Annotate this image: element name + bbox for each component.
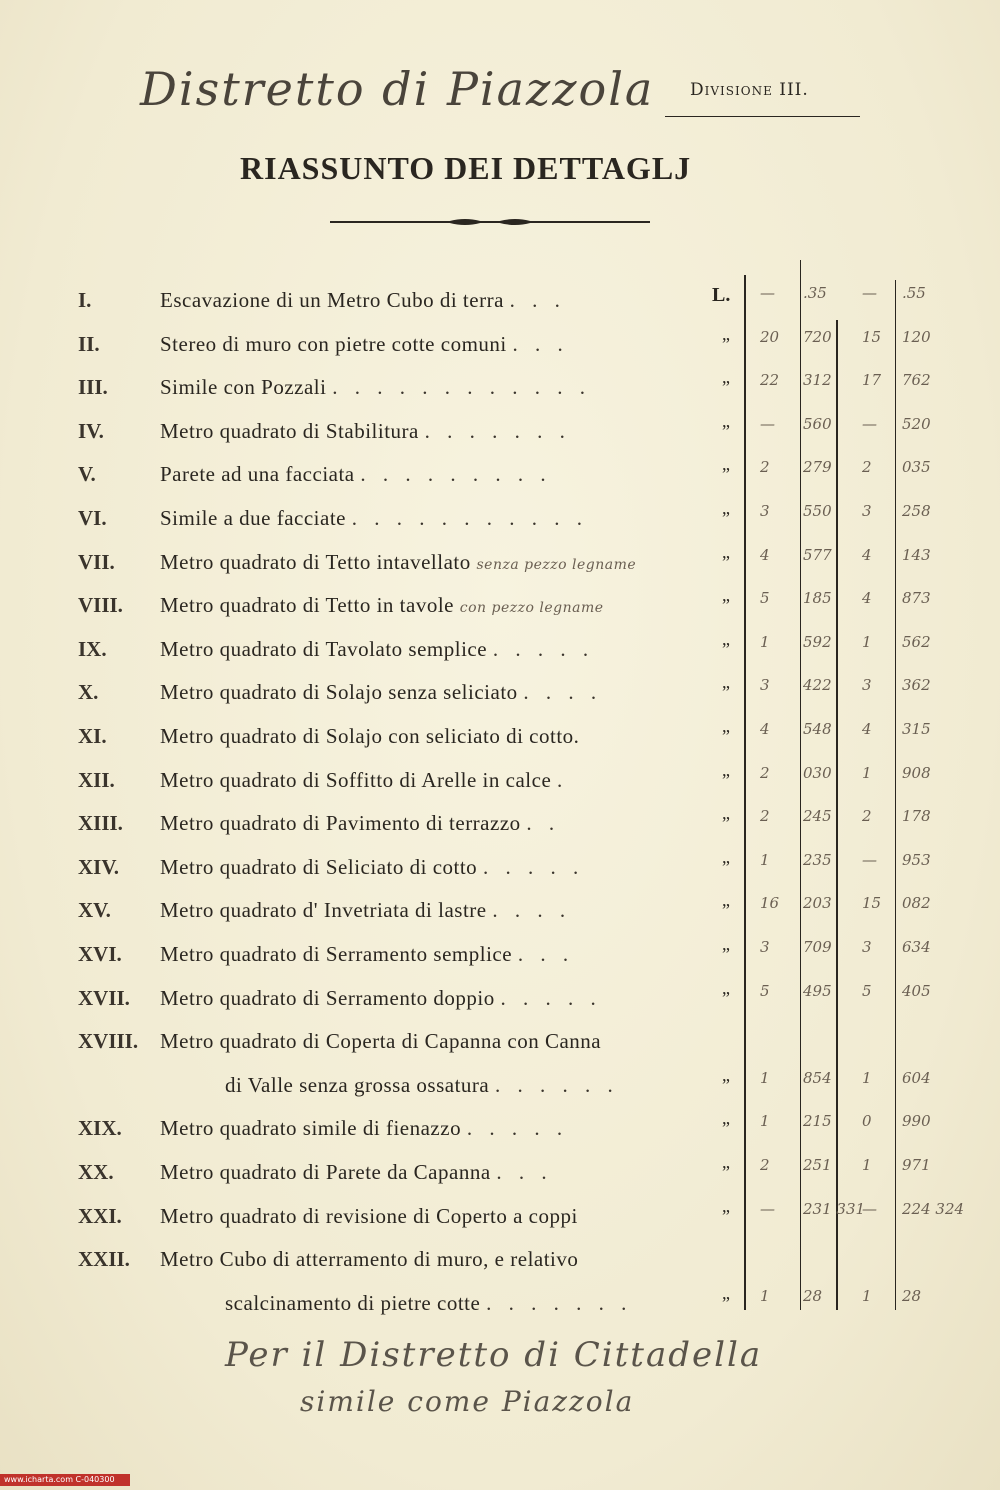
table-row (0, 720, 1000, 764)
cents-value-1: 548 (803, 720, 832, 738)
lire-value-1: 20 (760, 327, 780, 346)
row-number: IX. (78, 636, 107, 661)
cents-value-2: 562 (902, 632, 931, 651)
lire-value-1: 5 (760, 981, 770, 1000)
leader-dots: . . . . . . . . . . . (351, 506, 588, 530)
row-number: XX. (78, 1160, 114, 1184)
row-number: II. (78, 331, 100, 356)
cents-value-2: 405 (902, 981, 931, 1000)
cents-value-1: 592 (803, 632, 832, 651)
description-text: Parete ad una facciata (160, 462, 361, 487)
row-number: VI. (78, 506, 107, 530)
cents-value-2: 873 (902, 589, 931, 608)
footer-handwritten-line-2: simile come Piazzola (300, 1385, 635, 1418)
cents-value-2: 362 (902, 676, 931, 695)
ditto-mark: ” (722, 551, 730, 572)
cents-value-1: 495 (803, 981, 832, 1000)
leader-dots: . . . (517, 942, 575, 966)
row-number: XXII. (78, 1247, 130, 1272)
row-description (160, 550, 636, 575)
description-text: Escavazione di un Metro Cubo di terra (160, 288, 510, 312)
cents-value-2: 258 (902, 502, 931, 520)
lire-value-2: 1 (862, 1068, 872, 1087)
description-text: Metro Cubo di atterramento di muro, e relativo (160, 1247, 579, 1272)
description-text: di Valle senza grossa ossatura (225, 1072, 495, 1097)
description-text: Metro quadrato di Serramento doppio (160, 985, 501, 1010)
handwritten-note: senza pezzo legname (476, 556, 637, 573)
lire-value-1: 2 (760, 458, 770, 477)
lire-value-2: 15 (862, 894, 882, 913)
row-number: XVII. (78, 985, 130, 1010)
description-text: Metro quadrato di Soffitto di Arelle in calce (160, 767, 558, 792)
description-text: Metro quadrato di Solajo senza seliciato (160, 680, 524, 705)
leader-dots: . . . . . (482, 854, 585, 879)
lire-value-1: 2 (760, 763, 770, 782)
row-description-continuation (225, 1291, 632, 1316)
cents-value-1: 312 (803, 371, 832, 390)
leader-dots: . . . . . (492, 636, 595, 661)
row-number: V. (78, 462, 96, 487)
lire-value-1: 4 (760, 545, 770, 564)
row-description (160, 332, 569, 357)
cents-value-1: 245 (803, 807, 832, 826)
cents-value-1: 422 (803, 676, 832, 695)
cents-value-1: 235 (803, 850, 832, 869)
description-text: Metro quadrato di Tavolato semplice (160, 636, 493, 661)
row-description (160, 855, 584, 880)
ditto-mark: ” (722, 987, 730, 1008)
cents-value-2: .55 (902, 284, 926, 302)
leader-dots: . . . . . (466, 1116, 569, 1141)
ditto-mark: ” (722, 333, 730, 354)
division-label: Divisione III. (690, 80, 809, 100)
lire-value-2: — (862, 1199, 877, 1218)
row-number: XI. (78, 724, 107, 748)
lire-value-1: — (760, 284, 775, 302)
cents-value-2: 082 (902, 894, 931, 913)
leader-dots: . . . (496, 1160, 553, 1184)
row-number: IV. (78, 418, 104, 443)
table-row (0, 545, 1000, 590)
leader-dots: . . . . (523, 680, 603, 705)
ditto-mark: ” (722, 1074, 730, 1095)
cents-value-2: 908 (902, 763, 931, 782)
leader-dots: . . . . . . . (424, 418, 571, 443)
row-description (160, 593, 604, 618)
description-text: Metro quadrato di revisione di Coperto a coppi (160, 1203, 578, 1228)
ditto-mark: ” (722, 1292, 730, 1313)
description-text: Metro quadrato simile di fienazzo (160, 1116, 467, 1141)
lire-value-1: 22 (760, 371, 780, 390)
row-number: X. (78, 680, 99, 705)
lire-value-1: 3 (760, 676, 770, 695)
ditto-mark: ” (722, 1205, 730, 1226)
ditto-mark: ” (722, 682, 730, 703)
lire-value-2: 17 (862, 371, 882, 390)
lire-value-1: 4 (760, 720, 770, 738)
cents-value-2: 953 (902, 850, 931, 869)
row-number: III. (78, 375, 108, 400)
lire-value-1: 1 (760, 850, 770, 869)
description-text: Metro quadrato di Serramento semplice (160, 942, 518, 966)
row-number: XIX. (78, 1116, 122, 1141)
row-number: I. (78, 288, 92, 312)
lire-value-1: 2 (760, 1156, 770, 1174)
leader-dots: . . . . (492, 898, 572, 923)
ditto-mark: ” (722, 726, 730, 746)
lire-value-2: 3 (862, 502, 872, 520)
row-number: VIII. (78, 593, 123, 618)
row-description (160, 724, 579, 749)
cents-value-2: 520 (902, 414, 931, 433)
ditto-mark: ” (722, 638, 730, 659)
cents-value-2: 604 (902, 1068, 931, 1087)
row-description (160, 506, 588, 531)
leader-dots: . . . . . (500, 985, 602, 1010)
watermark: www.icharta.com C-040300 (0, 1474, 130, 1486)
row-description-continuation (225, 1073, 619, 1098)
handwritten-note: con pezzo legname (459, 600, 604, 617)
table-row (0, 1156, 1000, 1200)
lire-value-1: 1 (760, 1068, 770, 1087)
row-description (160, 1204, 578, 1229)
row-description (160, 419, 571, 444)
row-description (160, 1247, 578, 1272)
row-description (160, 1116, 568, 1141)
table-row (0, 850, 1000, 895)
lire-value-2: — (862, 850, 877, 869)
table-row (0, 502, 1000, 546)
page-title: RIASSUNTO DEI DETTAGLJ (240, 150, 692, 186)
cents-value-1: 709 (803, 938, 832, 956)
row-description (160, 680, 602, 705)
row-description (160, 288, 566, 313)
row-description (160, 375, 591, 400)
table-row (0, 371, 1000, 415)
ditto-mark: ” (722, 856, 730, 877)
lire-value-1: 3 (760, 938, 770, 956)
ditto-mark: ” (722, 508, 730, 528)
table-row (0, 589, 1000, 633)
lire-value-2: 1 (862, 1156, 872, 1174)
district-handwritten-heading: Distretto di Piazzola (140, 62, 655, 116)
table-row (0, 327, 1000, 372)
row-description (160, 986, 602, 1011)
description-text: Metro quadrato di Coperta di Capanna con Canna (160, 1029, 602, 1054)
table-row (0, 981, 1000, 1026)
description-text: scalcinamento di pietre cotte (225, 1290, 487, 1315)
lire-value-1: 3 (760, 502, 770, 520)
cents-value-2: 178 (902, 807, 931, 826)
description-text: Metro quadrato di Pavimento di terrazzo (160, 811, 527, 836)
cents-value-2: 28 (902, 1286, 922, 1305)
description-text: Metro quadrato di Stabilitura (160, 418, 425, 443)
row-number: XXI. (78, 1203, 122, 1228)
leader-dots: . . . . . . . . . . . . (332, 375, 591, 400)
lire-value-2: 1 (862, 763, 872, 782)
row-description (160, 942, 574, 967)
cents-value-2: 634 (902, 938, 931, 956)
leader-dots: . . . (512, 331, 569, 356)
cents-value-1: 251 (803, 1156, 832, 1174)
lire-value-2: 3 (862, 938, 872, 956)
lire-value-2: 0 (862, 1112, 872, 1131)
cents-value-1: 215 (803, 1112, 832, 1131)
cents-value-2: 143 (902, 545, 931, 564)
lire-value-1: 16 (760, 894, 780, 913)
leader-dots: . . . (509, 288, 566, 312)
division-rule (665, 116, 860, 117)
ditto-mark: ” (722, 944, 730, 964)
lire-value-1: 2 (760, 807, 770, 826)
description-text: Metro quadrato di Solajo con seliciato di cotto. (160, 724, 580, 748)
row-number: VII. (78, 549, 115, 574)
table-row (0, 1199, 1000, 1244)
cents-value-2: 762 (902, 371, 931, 390)
cents-value-2: 971 (902, 1156, 931, 1174)
lire-value-2: 1 (862, 1286, 872, 1305)
row-number: XVI. (78, 942, 122, 966)
cents-value-2: 224 324 (902, 1199, 965, 1218)
description-text: Metro quadrato di Tetto in tavole (160, 593, 460, 618)
table-row (0, 458, 1000, 502)
lire-value-2: 3 (862, 676, 872, 695)
lire-value-1: 1 (760, 1112, 770, 1131)
ornament-divider (330, 218, 650, 226)
cents-value-1: 185 (803, 589, 832, 608)
row-description (160, 1160, 553, 1185)
cents-value-1: 231 331 (803, 1199, 866, 1218)
lire-value-1: — (760, 414, 775, 433)
table-row (0, 284, 1000, 328)
row-description (160, 637, 594, 662)
lire-value-2: — (862, 414, 877, 433)
cents-value-2: 315 (902, 720, 931, 738)
leader-dots: . . (526, 811, 561, 836)
description-text: Stereo di muro con pietre cotte comuni (160, 331, 513, 356)
cents-value-1: 28 (803, 1286, 823, 1305)
ditto-mark: ” (722, 900, 730, 921)
row-description (160, 768, 568, 793)
row-number: XII. (78, 767, 115, 792)
lire-value-2: 4 (862, 720, 872, 738)
cents-value-1: .35 (803, 284, 827, 302)
table-row (0, 894, 1000, 938)
row-number: XIII. (78, 811, 123, 836)
table-row (0, 676, 1000, 720)
footer-handwritten-line-1: Per il Distretto di Cittadella (225, 1335, 763, 1375)
leader-dots: . . . . . . (494, 1072, 619, 1097)
lire-value-1: 1 (760, 632, 770, 651)
table-row (0, 1029, 1000, 1069)
leader-dots: . . . . . . . (486, 1290, 633, 1315)
ditto-mark: ” (722, 595, 730, 616)
lire-value-2: 4 (862, 589, 872, 608)
row-number: XIV. (78, 854, 120, 879)
cents-value-2: 990 (902, 1112, 931, 1131)
table-row (0, 632, 1000, 677)
ditto-mark: ” (722, 377, 730, 398)
lire-value-2: 5 (862, 981, 872, 1000)
cents-value-1: 720 (803, 327, 832, 346)
lire-value-2: 4 (862, 545, 872, 564)
ditto-mark: ” (722, 1162, 730, 1182)
ditto-mark: ” (722, 464, 730, 485)
row-number: XV. (78, 898, 111, 923)
row-number: XVIII. (78, 1029, 139, 1054)
table-row (0, 938, 1000, 982)
description-text: Metro quadrato di Parete da Capanna (160, 1160, 497, 1184)
row-description (160, 898, 571, 923)
table-row (0, 807, 1000, 851)
table-row (0, 414, 1000, 459)
lire-value-2: 1 (862, 632, 872, 651)
cents-value-1: 203 (803, 894, 832, 913)
table-row (0, 763, 1000, 808)
cents-value-1: 030 (803, 763, 832, 782)
currency-label: L. (712, 284, 731, 306)
description-text: Simile a due facciate (160, 506, 352, 530)
lire-value-2: 15 (862, 327, 882, 346)
ditto-mark: ” (722, 769, 730, 790)
ditto-mark: ” (722, 1118, 730, 1139)
cents-value-1: 550 (803, 502, 832, 520)
row-description (160, 811, 560, 836)
leader-dots: . (557, 767, 569, 792)
row-description (160, 1029, 601, 1054)
table-row-continuation (0, 1286, 1000, 1331)
table-row (0, 1112, 1000, 1156)
lire-value-2: 2 (862, 458, 872, 477)
lire-value-2: 2 (862, 807, 872, 826)
description-text: Metro quadrato d' Invetriata di lastre (160, 898, 493, 923)
cents-value-1: 560 (803, 414, 832, 433)
cents-value-1: 854 (803, 1068, 832, 1087)
description-text: Metro quadrato di Seliciato di cotto (160, 854, 483, 879)
cents-value-1: 577 (803, 545, 832, 564)
cents-value-2: 035 (902, 458, 931, 477)
table-row-continuation (0, 1068, 1000, 1113)
lire-value-2: — (862, 284, 877, 302)
description-text: Simile con Pozzali (160, 375, 333, 400)
lire-value-1: 5 (760, 589, 770, 608)
lire-value-1: — (760, 1199, 775, 1218)
leader-dots: . . . . . . . . . (360, 462, 552, 487)
table-row (0, 1247, 1000, 1287)
ditto-mark: ” (722, 813, 730, 834)
ditto-mark: ” (722, 420, 730, 441)
description-text: Metro quadrato di Tetto intavellato (160, 549, 477, 574)
cents-value-2: 120 (902, 327, 931, 346)
cents-value-1: 279 (803, 458, 832, 477)
lire-value-1: 1 (760, 1286, 770, 1305)
row-description (160, 462, 552, 487)
